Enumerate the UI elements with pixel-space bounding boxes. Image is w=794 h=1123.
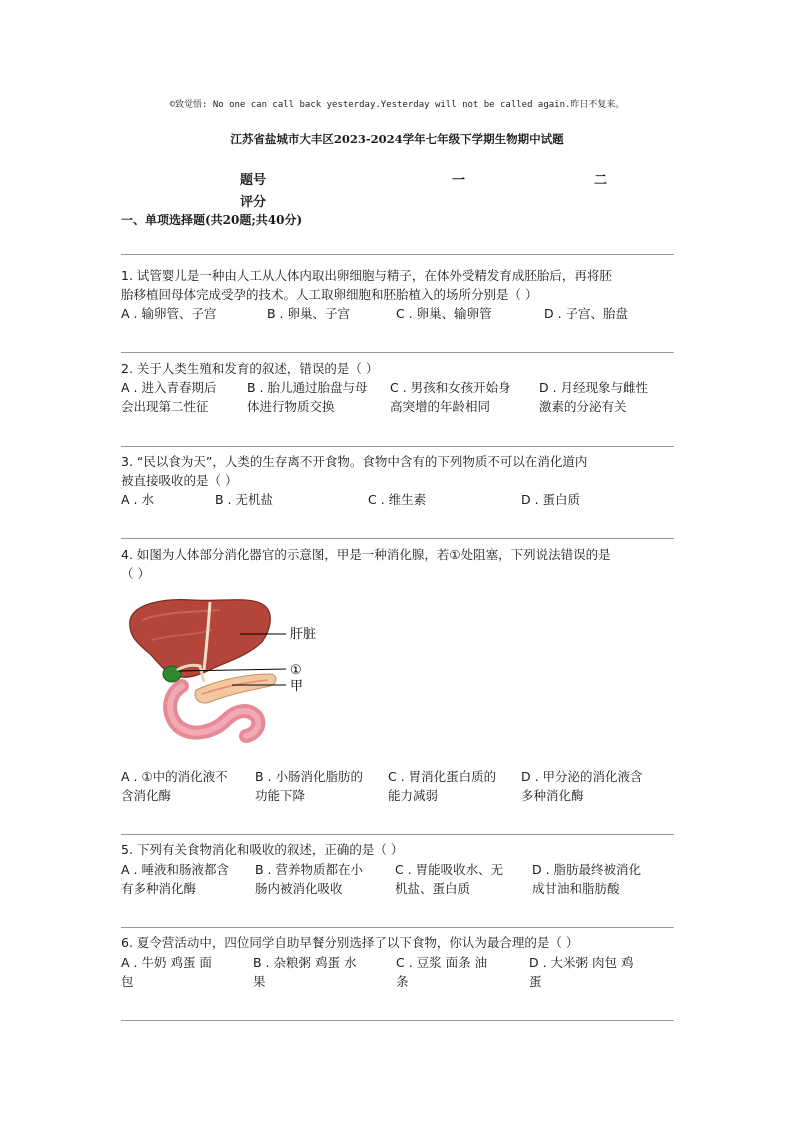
score-table-row2-label: 评分 (240, 195, 267, 210)
option-line: B . 胎儿通过胎盘与母 (247, 380, 368, 395)
question-stem-line: 5. 下列有关食物消化和吸收的叙述，正确的是（ ） (121, 842, 404, 857)
option-line: B . 营养物质都在小 (255, 862, 363, 877)
option-line: 激素的分泌有关 (539, 399, 627, 414)
question-divider (121, 352, 674, 353)
question-divider (121, 1020, 674, 1021)
option-line: 功能下降 (255, 788, 306, 803)
question-stem-line: 2. 关于人类生殖和发育的叙述，错误的是（ ） (121, 361, 379, 376)
option-line: 体进行物质交换 (247, 399, 335, 414)
option-line: D . 大米粥 肉包 鸡 (529, 955, 634, 970)
option-line: 能力减弱 (388, 788, 439, 803)
option-d[interactable] (529, 953, 679, 991)
option-a[interactable]: A . 输卵管、子宫 (121, 306, 217, 321)
option-b[interactable]: B . 卵巢、子宫 (267, 306, 350, 321)
question-divider (121, 254, 674, 255)
option-line: 条 (396, 974, 409, 989)
question-stem-line: 3. “民以食为天”，人类的生存离不开食物。食物中含有的下列物质不可以在消化道内 (121, 454, 588, 469)
option-line: 高突增的年龄相同 (390, 399, 491, 414)
question-divider (121, 538, 674, 539)
option-line: 多种消化酶 (521, 788, 584, 803)
question-3 (121, 452, 681, 490)
question-1 (121, 266, 681, 304)
option-b[interactable] (255, 767, 388, 805)
option-line: C . 豆浆 面条 油 (396, 955, 488, 970)
section-heading: 一、单项选择题(共20题;共40分) (121, 213, 303, 227)
option-b[interactable] (253, 953, 393, 991)
question-stem-line: 胎移植回母体完成受孕的技术。人工取卵细胞和胚胎植入的场所分别是（ ） (121, 287, 538, 302)
option-d[interactable]: D . 蛋白质 (521, 492, 581, 507)
option-line: 肠内被消化吸收 (255, 881, 343, 896)
option-c[interactable] (396, 953, 529, 991)
option-c[interactable] (388, 767, 521, 805)
option-d[interactable] (532, 860, 665, 898)
option-line: 果 (253, 974, 266, 989)
option-line: B . 小肠消化脂肪的 (255, 769, 363, 784)
score-table-row1-label: 题号 (240, 173, 267, 188)
option-line: 有多种消化酶 (121, 881, 197, 896)
option-line: C . 男孩和女孩开始身 (390, 380, 511, 395)
option-a[interactable] (121, 953, 254, 991)
option-c[interactable] (390, 378, 523, 416)
option-c[interactable]: C . 维生素 (368, 492, 427, 507)
option-line: C . 胃消化蛋白质的 (388, 769, 497, 784)
score-table-col2: 二 (594, 173, 608, 188)
option-line: 蛋 (529, 974, 542, 989)
option-c[interactable]: C . 卵巢、输卵管 (396, 306, 492, 321)
option-line: D . 脂肪最终被消化 (532, 862, 642, 877)
option-a[interactable] (121, 860, 254, 898)
option-b[interactable] (255, 860, 388, 898)
option-line: A . 牛奶 鸡蛋 面 (121, 955, 212, 970)
question-stem-line: 6. 夏令营活动中，四位同学自助早餐分别选择了以下食物，你认为最合理的是（ ） (121, 935, 579, 950)
option-a[interactable]: A . 水 (121, 492, 154, 507)
option-b[interactable] (247, 378, 380, 416)
option-line: C . 胃能吸收水、无 (395, 862, 504, 877)
option-line: A . 进入青春期后 (121, 380, 217, 395)
digestive-organs-figure (122, 590, 332, 750)
question-4 (121, 545, 681, 583)
marker-label: ① (290, 663, 302, 678)
pancreas-shape (195, 674, 276, 703)
question-5 (121, 840, 681, 859)
option-line: D . 甲分泌的消化液含 (521, 769, 643, 784)
option-a[interactable] (121, 378, 254, 416)
option-d[interactable] (539, 378, 672, 416)
option-c[interactable] (395, 860, 528, 898)
question-divider (121, 927, 674, 928)
option-line: 含消化酶 (121, 788, 172, 803)
question-stem-line: 4. 如图为人体部分消化器官的示意图，甲是一种消化腺，若①处阻塞，下列说法错误的是 (121, 547, 611, 562)
question-divider (121, 446, 674, 447)
question-2 (121, 359, 681, 378)
question-6 (121, 933, 681, 952)
gland-label: 甲 (290, 679, 304, 694)
option-line: B . 杂粮粥 鸡蛋 水 (253, 955, 357, 970)
option-d[interactable]: D . 子宫、胎盘 (544, 306, 629, 321)
option-line: 包 (121, 974, 134, 989)
option-b[interactable]: B . 无机盐 (215, 492, 273, 507)
option-line: D . 月经现象与雌性 (539, 380, 649, 395)
question-stem-line: （ ） (121, 566, 150, 581)
score-table-col1: 一 (452, 173, 466, 188)
option-line: 会出现第二性征 (121, 399, 209, 414)
option-line: 机盐、蛋白质 (395, 881, 471, 896)
page-title: 江苏省盐城市大丰区2023-2024学年七年级下学期生物期中试题 (230, 132, 564, 146)
option-d[interactable] (521, 767, 674, 805)
option-a[interactable] (121, 767, 254, 805)
option-line: 成甘油和脂肪酸 (532, 881, 620, 896)
question-divider (121, 834, 674, 835)
option-line: A . 唾液和肠液都含 (121, 862, 229, 877)
header-motto: ©致觉悟: No one can call back yesterday.Yesterday will not be called again.昨日不复来。 (169, 100, 625, 110)
question-stem-line: 1. 试管婴儿是一种由人工从人体内取出卵细胞与精子，在体外受精发育成胚胎后，再将胚 (121, 268, 612, 283)
liver-label: 肝脏 (290, 627, 317, 642)
option-line: A . ①中的消化液不 (121, 769, 228, 784)
question-stem-line: 被直接吸收的是（ ） (121, 473, 238, 488)
